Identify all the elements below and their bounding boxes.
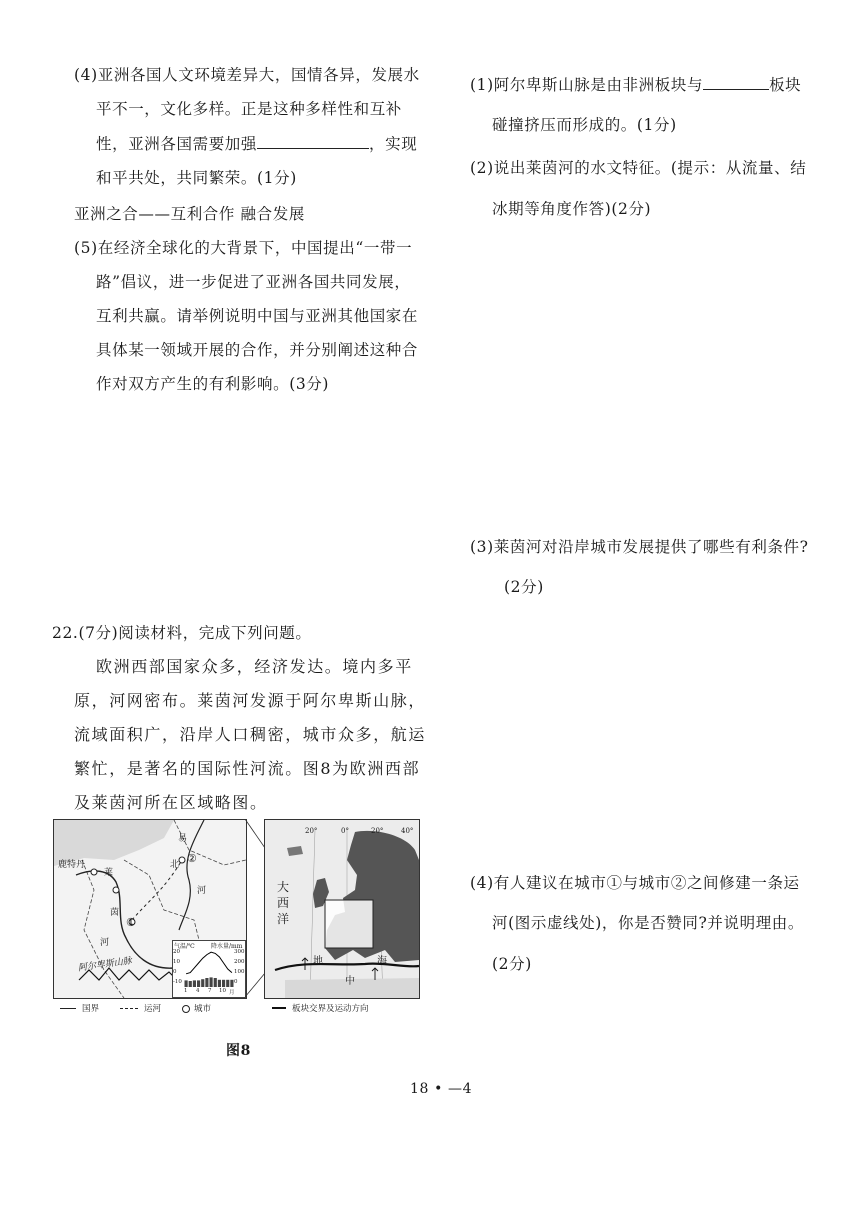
- label-rotterdam: 鹿特丹: [58, 860, 86, 870]
- country-border: [82, 860, 124, 998]
- precip-bar: [218, 980, 221, 987]
- rq1-tail: 板块: [769, 76, 802, 94]
- zoom-box: [325, 900, 373, 948]
- q5-line-4: 具体某一领域开展的合作，并分别阐述这种合: [96, 341, 419, 359]
- q5-line-5: 作对双方产生的有利影响。(3分): [96, 375, 330, 393]
- precip-bar: [185, 980, 188, 987]
- label-city-1: ①: [126, 916, 136, 929]
- label-yin: 茵: [110, 908, 120, 918]
- tick-right: 100: [234, 969, 245, 975]
- iceland-land: [287, 846, 303, 856]
- q4-line-3-text: 性，亚洲各国需要加强: [96, 135, 258, 153]
- q5-line-1: (5)在经济全球化的大背景下，中国提出“一带一: [74, 239, 413, 257]
- q22-material-5: 及莱茵河所在区域略图。: [74, 793, 268, 812]
- rq4-line-3: (2分): [492, 955, 532, 973]
- label-0: 0°: [341, 827, 349, 835]
- precip-bar: [197, 980, 200, 987]
- tick-right: 300: [234, 949, 245, 955]
- meridian: [310, 830, 315, 998]
- q4-line-1: (4)亚洲各国人文环境差异大，国情各异，发展水: [74, 66, 420, 84]
- q22-material-1: 欧洲西部国家众多，经济发达。境内多平: [96, 657, 413, 676]
- label-med-3: 海: [377, 956, 387, 967]
- precip-bar: [222, 980, 225, 987]
- tick-x: 10: [219, 988, 226, 994]
- label-he: 河: [100, 938, 110, 948]
- tick-x: 7: [208, 988, 212, 994]
- rhine-river: [76, 871, 174, 968]
- q22-material-2: 原，河网密布。莱茵河发源于阿尔卑斯山脉，: [74, 691, 427, 710]
- q4-answer-blank[interactable]: [257, 134, 369, 149]
- q22-material-3: 流域面积广，沿岸人口稠密，城市众多，航运: [74, 725, 427, 744]
- rq3-line-2: (2分): [504, 578, 544, 596]
- precip-bar: [205, 978, 208, 987]
- tick-left: 20: [173, 949, 180, 955]
- climate-ylabel-right: 降水量/mm: [211, 943, 243, 950]
- legend-plate: 板块交界及运动方向: [292, 1004, 369, 1014]
- section-title: 亚洲之合——互利合作 融合发展: [74, 205, 305, 223]
- rq2-line-2: 冰期等角度作答)(2分): [492, 200, 652, 218]
- label-city-2: ②: [187, 852, 197, 865]
- city-marker: [91, 869, 97, 875]
- label-atlantic-3: 洋: [277, 912, 290, 926]
- q4-line-2: 平不一，文化多样。正是这种多样性和互补: [96, 100, 402, 118]
- rq4-line-1: (4)有人建议在城市①与城市②之间修建一条运: [470, 874, 800, 892]
- tick-x: 月: [229, 990, 235, 996]
- tick-left: -10: [173, 979, 182, 985]
- city-marker: [179, 857, 185, 863]
- border-legend-line: [60, 1008, 76, 1009]
- q4-line-3-tail: ，实现: [369, 135, 418, 153]
- rq1-text: (1)阿尔卑斯山脉是由非洲板块与: [470, 76, 704, 94]
- label-atlantic-1: 大: [277, 880, 290, 894]
- europe-overview-map: [264, 819, 420, 999]
- label-med-2: 中: [345, 976, 355, 987]
- climate-plot: [184, 951, 234, 987]
- city-marker: [113, 887, 119, 893]
- rq1-answer-blank[interactable]: [703, 75, 769, 90]
- rq4-line-2: 河(图示虚线处)，你是否赞同?并说明理由。: [492, 914, 805, 932]
- rhine-region-map: [53, 819, 247, 999]
- climate-x-ticks: [184, 988, 244, 996]
- city-legend-icon: [182, 1005, 190, 1013]
- precip-bar: [210, 977, 213, 987]
- q5-line-3: 互利共赢。请举例说明中国与亚洲其他国家在: [96, 307, 419, 325]
- precip-bar: [214, 978, 217, 987]
- rq1-line-1: [470, 74, 801, 96]
- q22-title: 22.(7分)阅读材料，完成下列问题。: [52, 624, 312, 642]
- precip-bar: [189, 981, 192, 987]
- label-20w: 20°: [305, 827, 318, 835]
- precip-bar: [226, 980, 229, 987]
- precip-bar: [230, 980, 233, 987]
- label-lai: 莱: [104, 868, 114, 878]
- q4-line-4: 和平共处，共同繁荣。(1分): [96, 169, 297, 187]
- tick-left: 10: [173, 959, 180, 965]
- temp-line: [186, 952, 232, 974]
- tick-x: 4: [196, 988, 200, 994]
- label-40e: 40°: [401, 827, 414, 835]
- label-yi: 易: [178, 834, 188, 844]
- label-20e: 20°: [371, 827, 384, 835]
- legend-city: 城市: [194, 1004, 212, 1014]
- figure-caption: 图8: [226, 1043, 251, 1059]
- rq2-line-1: (2)说出莱茵河的水文特征。(提示：从流量、结: [470, 159, 807, 177]
- tick-right: 200: [234, 959, 245, 965]
- figure-legend: [60, 1002, 440, 1016]
- rq1-line-2: 碰撞挤压而形成的。(1分): [492, 116, 677, 134]
- plate-arrow: [372, 968, 378, 980]
- canal-legend-line: [120, 1008, 138, 1009]
- tick-right: 0: [234, 979, 238, 985]
- q5-line-2: 路”倡议，进一步促进了亚洲各国共同发展，: [96, 273, 411, 291]
- climate-chart: [172, 940, 246, 998]
- label-he2: 河: [197, 886, 207, 896]
- label-atlantic-2: 西: [277, 896, 290, 910]
- climate-ylabel-left: 气温/℃: [174, 943, 195, 950]
- precip-bar: [193, 980, 196, 987]
- q22-material-4: 繁忙，是著名的国际性河流。图8为欧洲西部: [74, 759, 421, 778]
- label-alps: 阿尔卑斯山脉: [77, 956, 133, 974]
- tick-x: 1: [184, 988, 188, 994]
- rq3-line-1: (3)莱茵河对沿岸城市发展提供了哪些有利条件?: [470, 538, 809, 556]
- tick-left: 0: [173, 969, 177, 975]
- page-number: 18 • —4: [410, 1081, 473, 1097]
- q4-line-3: [96, 133, 417, 155]
- plate-legend-line: [272, 1007, 286, 1009]
- label-med-1: 地: [313, 956, 323, 967]
- label-bei: 北: [170, 860, 180, 870]
- legend-canal: 运河: [144, 1004, 162, 1014]
- precip-bar: [201, 979, 204, 987]
- legend-border: 国界: [82, 1004, 100, 1014]
